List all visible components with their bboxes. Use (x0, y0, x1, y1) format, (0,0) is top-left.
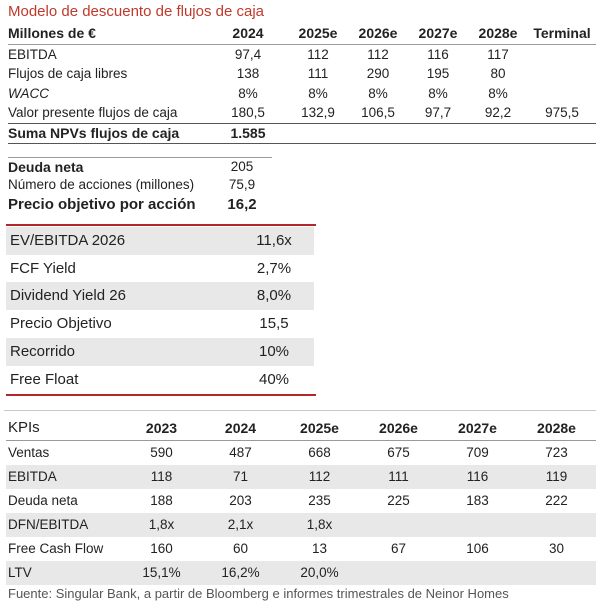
cell: 8% (308, 85, 328, 101)
dcf-header-year: 2024 (208, 24, 288, 44)
ratio-row (6, 366, 314, 394)
section-divider (4, 410, 596, 411)
cell: 112 (280, 465, 359, 489)
ratio-row (6, 338, 314, 366)
cell: 92,2 (484, 105, 512, 120)
row-label: Suma NPVs flujos de caja (8, 123, 208, 144)
ratio-label: Precio Objetivo (10, 315, 112, 333)
cell: 203 (229, 493, 252, 508)
cell: 8% (428, 85, 448, 101)
cell: 16,2% (201, 561, 280, 585)
dcf-table (8, 24, 596, 144)
cell: 119 (517, 465, 596, 489)
cell: 67 (390, 541, 407, 556)
ratio-label: FCF Yield (10, 259, 76, 277)
ratio-label: Recorrido (6, 338, 234, 366)
cell: 195 (426, 66, 450, 81)
cell: 675 (387, 445, 410, 460)
kpi-row-ltv (6, 561, 596, 585)
cell: 205 (212, 158, 272, 177)
cell (359, 513, 438, 537)
cell: 112 (367, 46, 389, 62)
table-title: Modelo de descuento de flujos de caja (8, 3, 265, 20)
row-label: Free Cash Flow (8, 541, 104, 556)
cell (438, 561, 517, 585)
cell: 20,0% (280, 561, 359, 585)
cell: 13 (311, 541, 328, 556)
cell: 116 (427, 46, 449, 62)
row-label: DFN/EBITDA (6, 513, 122, 537)
kpi-header-year: 2025e (280, 416, 359, 441)
cell: 160 (150, 541, 173, 556)
dcf-header-year: 2028e (468, 24, 528, 44)
ratio-label: Dividend Yield 26 (6, 282, 234, 310)
dcf-header-year: 2025e (288, 24, 348, 44)
ratio-row (6, 227, 314, 255)
cell (517, 513, 596, 537)
ratio-row (6, 310, 314, 338)
row-label: EBITDA (6, 465, 122, 489)
cell: 97,4 (234, 46, 262, 62)
ratio-value: 40% (258, 370, 290, 388)
cell (528, 64, 596, 84)
row-label: Número de acciones (millones) (8, 177, 195, 192)
cell: 138 (236, 66, 260, 81)
cell: 106,5 (361, 105, 395, 120)
row-label: Deuda neta (8, 158, 212, 177)
cell: 106 (466, 541, 489, 556)
cell (528, 44, 596, 64)
cell: 116 (438, 465, 517, 489)
target-price-table (8, 157, 272, 216)
kpi-header-label: KPIs (6, 416, 122, 441)
row-label: LTV (6, 561, 122, 585)
cell: 8% (368, 85, 388, 101)
row-label: Flujos de caja libres (8, 66, 128, 81)
source-note: Fuente: Singular Bank, a partir de Bloomberg e informes trimestrales de Neinor Homes (8, 586, 509, 601)
cell (359, 561, 438, 585)
cell: 30 (548, 541, 565, 556)
dcf-header-row (8, 24, 596, 44)
ratio-value: 10% (234, 338, 314, 366)
kpi-row-dfn-ebitda (6, 513, 596, 537)
cell: 487 (229, 445, 252, 460)
row-label: Valor presente flujos de caja (8, 105, 178, 120)
cell: 132,9 (301, 105, 335, 120)
dcf-row-sum (8, 123, 596, 144)
kpi-header-row (6, 416, 596, 441)
ratio-row (6, 282, 314, 310)
kpi-header-year: 2024 (201, 416, 280, 441)
ratio-label: Free Float (10, 370, 79, 388)
kpi-row-deuda-neta (6, 489, 596, 513)
debt-row (8, 158, 272, 177)
cell: 2,1x (201, 513, 280, 537)
row-label: Precio objetivo por acción (8, 196, 196, 213)
dcf-header-terminal: Terminal (528, 24, 596, 44)
cell: 16,2 (227, 196, 257, 213)
kpi-table (6, 416, 596, 585)
kpi-header-year: 2023 (122, 416, 201, 441)
cell: 8% (238, 85, 258, 101)
cell: 118 (122, 465, 201, 489)
shares-row (8, 176, 272, 194)
cell (517, 561, 596, 585)
ratio-value: 15,5 (259, 315, 289, 333)
cell: 709 (466, 445, 489, 460)
dcf-header-label: Millones de € (8, 24, 208, 44)
dcf-row-fcf (8, 64, 596, 84)
kpi-header-year: 2026e (359, 416, 438, 441)
cell: 8% (488, 85, 508, 101)
row-label: EBITDA (8, 46, 57, 62)
row-label: Deuda neta (8, 493, 78, 508)
dcf-row-wacc (8, 84, 596, 104)
kpi-header-year: 2028e (517, 416, 596, 441)
cell: 235 (308, 493, 331, 508)
cell (528, 84, 596, 104)
cell: 111 (359, 465, 438, 489)
cell: 590 (150, 445, 173, 460)
cell: 97,7 (424, 105, 452, 120)
cell: 723 (545, 445, 568, 460)
cell: 1,8x (280, 513, 359, 537)
kpi-header-year: 2027e (438, 416, 517, 441)
kpi-row-ventas (6, 441, 596, 466)
ratios-table (6, 227, 314, 393)
cell: 60 (232, 541, 249, 556)
cell: 188 (150, 493, 173, 508)
cell: 111 (307, 66, 329, 81)
cell: 975,5 (545, 105, 579, 120)
dcf-row-ebitda (8, 44, 596, 64)
cell: 180,5 (231, 105, 265, 120)
ratio-label: EV/EBITDA 2026 (6, 227, 234, 255)
cell: 183 (466, 493, 489, 508)
cell: 225 (387, 493, 410, 508)
cell: 290 (366, 66, 390, 81)
row-label: Ventas (8, 445, 50, 460)
ratio-value: 11,6x (234, 227, 314, 255)
cell: 112 (307, 46, 329, 62)
cell: 15,1% (122, 561, 201, 585)
cell: 668 (308, 445, 331, 460)
cell: 117 (487, 46, 509, 62)
red-divider (6, 394, 316, 396)
row-label: WACC (8, 85, 50, 101)
cell: 1,8x (122, 513, 201, 537)
cell: 71 (201, 465, 280, 489)
dcf-header-year: 2026e (348, 24, 408, 44)
cell: 75,9 (228, 177, 256, 192)
ratio-value: 8,0% (234, 282, 314, 310)
target-price-row (8, 194, 272, 216)
cell: 80 (490, 66, 506, 81)
cell (438, 513, 517, 537)
cell: 1.585 (208, 123, 288, 144)
dcf-header-year: 2027e (408, 24, 468, 44)
kpi-row-ebitda (6, 465, 596, 489)
cell: 222 (545, 493, 568, 508)
ratio-value: 2,7% (256, 259, 292, 277)
red-divider (6, 224, 316, 226)
dcf-row-pv (8, 103, 596, 123)
ratio-row (6, 255, 314, 283)
kpi-row-fcf (6, 537, 596, 561)
